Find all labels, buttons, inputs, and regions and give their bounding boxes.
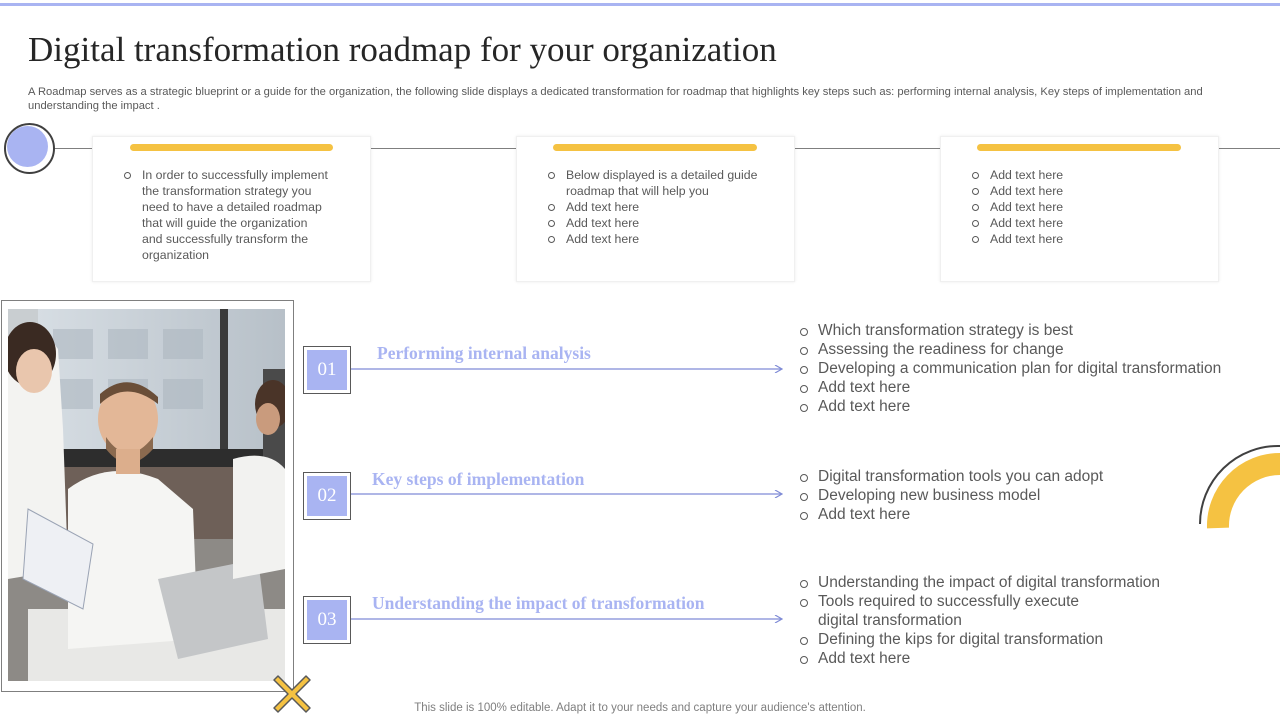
point-item: Assessing the readiness for change [798, 340, 1258, 359]
point-item: Defining the kips for digital transformation [798, 630, 1258, 649]
arrow-icon [351, 490, 783, 498]
business-meeting-photo [8, 309, 285, 681]
card-item: Add text here [971, 167, 1191, 183]
half-ring-icon [1196, 442, 1280, 530]
card-highlight-bar [130, 144, 333, 151]
card-item: Below displayed is a detailed guide roadmap that will help you [547, 167, 762, 199]
timeline-circle-icon [4, 123, 55, 174]
card-item: Add text here [971, 215, 1191, 231]
slide-description: A Roadmap serves as a strategic blueprint or a guide for the organization, the following slide displays a dedicated transformation for roadmap that highlights key steps such as: performing internal analysis, Key steps of implementation and understanding the impact . [28, 86, 1203, 112]
step-2-points [798, 467, 1258, 524]
card-item: Add text here [971, 199, 1191, 215]
step-number: 01 [307, 350, 347, 390]
card-item: Add text here [547, 199, 767, 215]
point-item-continuation: digital transformation [818, 612, 962, 629]
step-1-points [798, 321, 1258, 416]
point-item: Tools required to successfully execute [798, 592, 1258, 611]
top-accent-rule [0, 3, 1280, 6]
point-item: Developing a communication plan for digital transformation [798, 359, 1258, 378]
card-item: Add text here [971, 231, 1191, 247]
card-item: Add text here [547, 215, 767, 231]
point-item: Add text here [798, 649, 1258, 668]
card-highlight-bar [977, 144, 1181, 151]
step-number-box-3 [303, 596, 351, 644]
step-title-3: Understanding the impact of transformation [372, 593, 705, 613]
card-item: Add text here [547, 231, 767, 247]
footer-note: This slide is 100% editable. Adapt it to your needs and capture your audience's attention. [414, 702, 866, 714]
step-title-1: Performing internal analysis [377, 343, 591, 363]
point-item: Which transformation strategy is best [798, 321, 1258, 340]
step-title-2: Key steps of implementation [372, 469, 585, 489]
card-highlight-bar [553, 144, 757, 151]
point-item: Understanding the impact of digital transformation [798, 573, 1258, 592]
step-number: 03 [307, 600, 347, 640]
step-number-box-2 [303, 472, 351, 520]
card-item: Add text here [971, 183, 1191, 199]
point-item: Developing new business model [798, 486, 1258, 505]
point-item: Add text here [798, 397, 1258, 416]
point-item: Add text here [798, 505, 1258, 524]
card-item: In order to successfully implement the transformation strategy you need to have a detailed roadmap that will guide the organization and successfully transform the organization [123, 167, 328, 263]
step-number: 02 [307, 476, 347, 516]
step-number-box-1 [303, 346, 351, 394]
slide-title: Digital transformation roadmap for your organization [28, 30, 777, 69]
card-list [547, 167, 767, 247]
card-list [123, 167, 343, 263]
arrow-icon [351, 615, 783, 623]
arrow-icon [351, 365, 783, 373]
info-card-3 [940, 136, 1219, 282]
step-3-points [798, 573, 1258, 668]
info-card-2 [516, 136, 795, 282]
point-item: Add text here [798, 378, 1258, 397]
point-item: Digital transformation tools you can adopt [798, 467, 1258, 486]
card-list [971, 167, 1191, 247]
info-card-1 [92, 136, 371, 282]
